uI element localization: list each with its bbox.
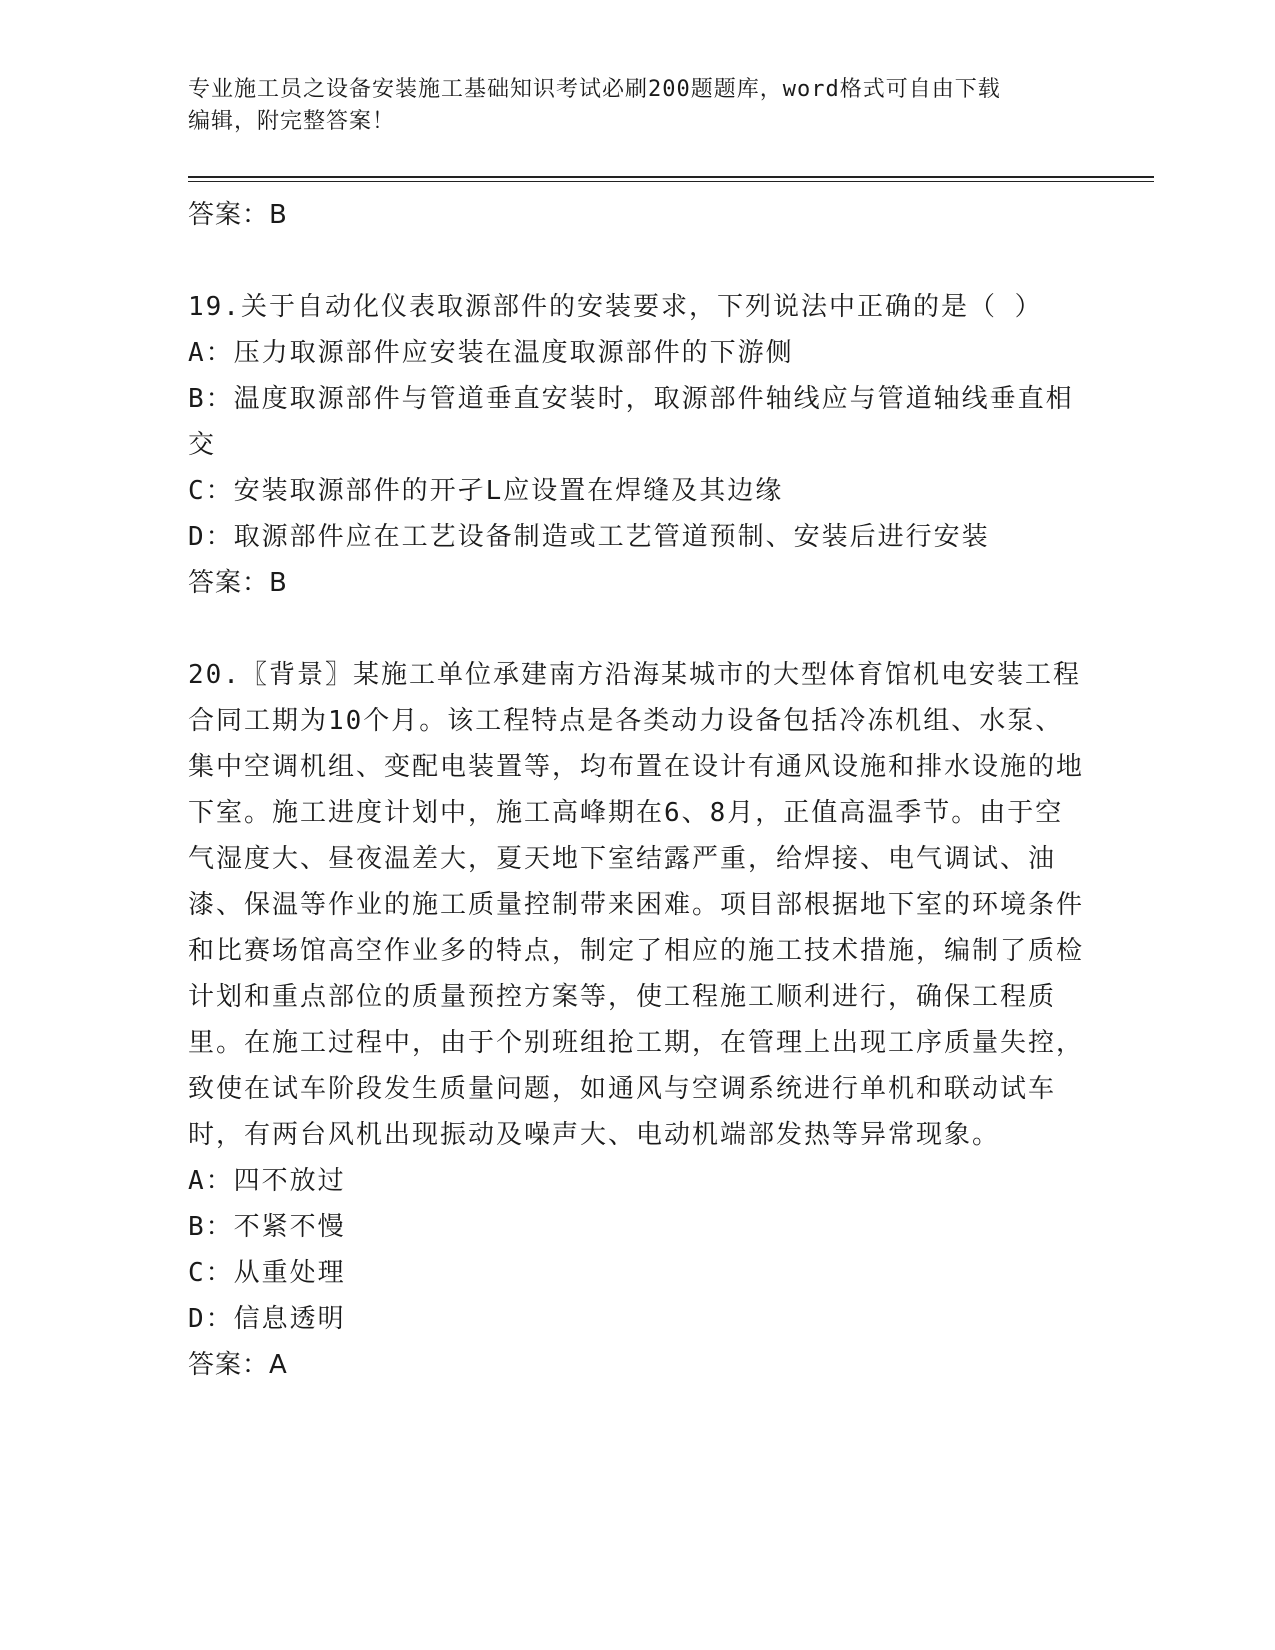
header-divider-thin bbox=[188, 181, 1154, 182]
option-b: B：温度取源部件与管道垂直安装时，取源部件轴线应与管道轴线垂直相交 bbox=[188, 384, 1074, 460]
question-answer: 答案：A bbox=[188, 1350, 288, 1380]
spacer bbox=[188, 238, 1088, 284]
option-a: A：压力取源部件应安装在温度取源部件的下游侧 bbox=[188, 338, 794, 368]
previous-answer: 答案：B bbox=[188, 200, 288, 230]
option-a: A：四不放过 bbox=[188, 1166, 346, 1196]
option-c: C：安装取源部件的开孑L应设置在焊缝及其边缘 bbox=[188, 476, 784, 506]
question-19 bbox=[188, 284, 1088, 606]
question-answer: 答案：B bbox=[188, 568, 288, 598]
document-header bbox=[188, 74, 1078, 138]
header-divider-thick bbox=[188, 176, 1154, 178]
spacer bbox=[188, 606, 1088, 652]
header-line-2: 编辑，附完整答案！ bbox=[188, 109, 396, 134]
option-d: D：信息透明 bbox=[188, 1304, 346, 1334]
option-d: D：取源部件应在工艺设备制造或工艺管道预制、安装后进行安装 bbox=[188, 522, 990, 552]
option-c: C：从重处理 bbox=[188, 1258, 346, 1288]
question-20 bbox=[188, 652, 1088, 1388]
header-line-1: 专业施工员之设备安装施工基础知识考试必刷200题题库，word格式可自由下载 bbox=[188, 77, 1001, 102]
question-stem: 19.关于自动化仪表取源部件的安装要求，下列说法中正确的是（ ） bbox=[188, 292, 1043, 322]
question-stem: 20.〖背景〗某施工单位承建南方沿海某城市的大型体育馆机电安装工程合同工期为10个月。该工程特点是各类动力设备包括冷冻机组、水泵、集中空调机组、变配电装置等，均布置在设计有通风设施和排水设施的地下室。施工进度计划中，施工高峰期在6、8月，正值高温季节。由于空气湿度大、昼夜温差大，夏天地下室结露严重，给焊接、电气调试、油漆、保温等作业的施工质量控制带来困难。项目部根据地下室的环境条件和比赛场馆高空作业多的特点，制定了相应的施工技术措施，编制了质检计划和重点部位的质量预控方案等，使工程施工顺利进行，确保工程质里。在施工过程中，由于个别班组抢工期，在管理上出现工序质量失控，致使在试车阶段发生质量问题，如通风与空调系统进行单机和联动试车时，有两台风机出现振动及噪声大、电动机端部发热等异常现象。 bbox=[188, 660, 1085, 1150]
option-b: B：不紧不慢 bbox=[188, 1212, 346, 1242]
question-content bbox=[188, 192, 1088, 1388]
